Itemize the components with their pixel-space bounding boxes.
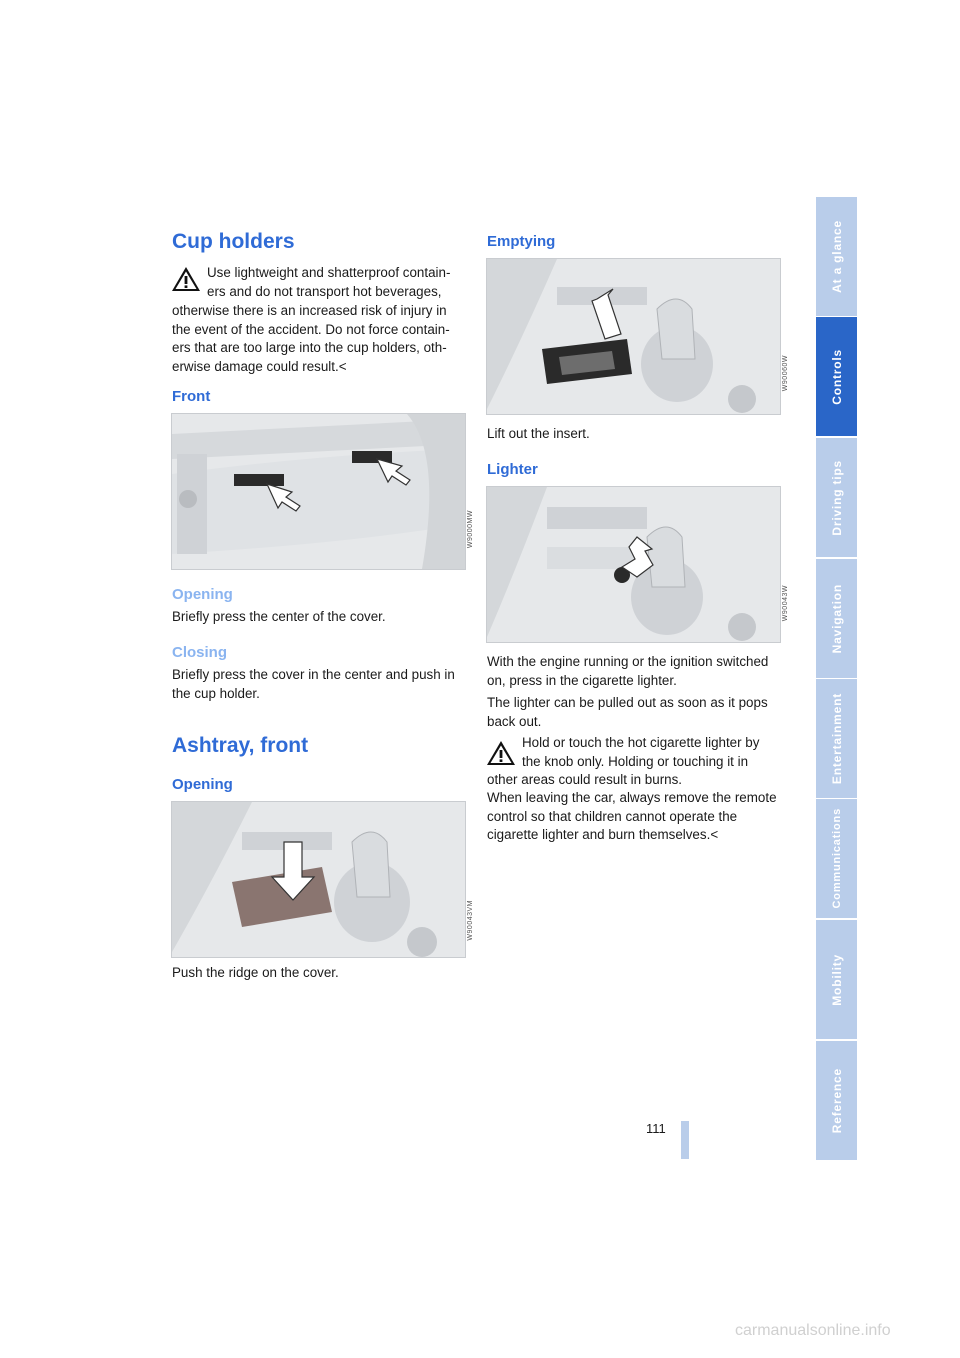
emptying-figure <box>486 258 781 415</box>
warning-icon <box>486 740 516 766</box>
tab-mobility[interactable]: Mobility <box>816 920 857 1039</box>
lighter-figure-code: W90043W <box>782 585 789 622</box>
emptying-heading: Emptying <box>487 233 556 250</box>
opening-text: Briefly press the center of the cover. <box>172 609 386 624</box>
ashtray-opening-heading: Opening <box>172 776 233 793</box>
tab-entertainment[interactable]: Entertainment <box>816 679 857 798</box>
warning-icon <box>171 266 201 292</box>
lighter-illustration <box>487 487 780 642</box>
ashtray-figure-code: W90043VM <box>467 900 474 941</box>
closing-text: Briefly press the cover in the center and push in the cup holder. <box>172 667 455 701</box>
cup-warning-line2: ers and do not transport hot beverages, <box>207 284 442 299</box>
opening-heading: Opening <box>172 586 233 603</box>
front-cup-holder-figure <box>171 413 466 570</box>
lighter-warning-line2: the knob only. Holding or touching it in <box>522 754 749 769</box>
cup-warning-line1: Use lightweight and shatterproof contain- <box>207 265 451 280</box>
lighter-warning-text: When leaving the car, always remove the remote control so that children cannot operate the cigarette lighter and burn themselves.< <box>487 790 777 843</box>
tab-controls[interactable]: Controls <box>816 317 857 436</box>
cup-holders-title: Cup holders <box>172 230 295 253</box>
ashtray-title: Ashtray, front <box>172 734 309 757</box>
watermark: carmanualsonline.info <box>735 1322 891 1339</box>
lighter-heading: Lighter <box>487 461 538 478</box>
dashboard-illustration <box>172 414 465 569</box>
lighter-warning-line1: Hold or touch the hot cigarette lighter by <box>522 735 760 750</box>
end-mark: < <box>710 827 719 843</box>
page-number-bar <box>681 1121 689 1159</box>
front-heading: Front <box>172 388 211 405</box>
emptying-figure-code: W90060W <box>782 355 789 392</box>
lighter-text-1: With the engine running or the ignition switched on, press in the cigarette lighter. <box>487 654 769 688</box>
tab-driving-tips[interactable]: Driving tips <box>816 438 857 557</box>
front-figure-code: W9000MW <box>467 510 474 549</box>
page-number: 111 <box>646 1121 666 1136</box>
chapter-tabs <box>816 197 857 1160</box>
end-mark: < <box>338 358 347 374</box>
emptying-illustration <box>487 259 780 414</box>
ashtray-opening-figure <box>171 801 466 958</box>
ashtray-illustration <box>172 802 465 957</box>
emptying-text: Lift out the insert. <box>487 426 590 441</box>
tab-navigation[interactable]: Navigation <box>816 559 857 678</box>
ashtray-opening-text: Push the ridge on the cover. <box>172 965 339 980</box>
tab-communications[interactable]: Communications <box>816 799 857 918</box>
lighter-text-2: The lighter can be pulled out as soon as it pops back out. <box>487 695 768 729</box>
lighter-figure <box>486 486 781 643</box>
tab-reference[interactable]: Reference <box>816 1041 857 1160</box>
lighter-warning-line3: other areas could result in burns. <box>487 772 683 787</box>
tab-at-a-glance[interactable]: At a glance <box>816 197 857 316</box>
cup-warning-text: otherwise there is an increased risk of injury in the event of the accident. Do not force contain-ers that are too large into the cup holders, oth-erwise damage could result.< <box>172 303 450 374</box>
closing-heading: Closing <box>172 644 227 661</box>
